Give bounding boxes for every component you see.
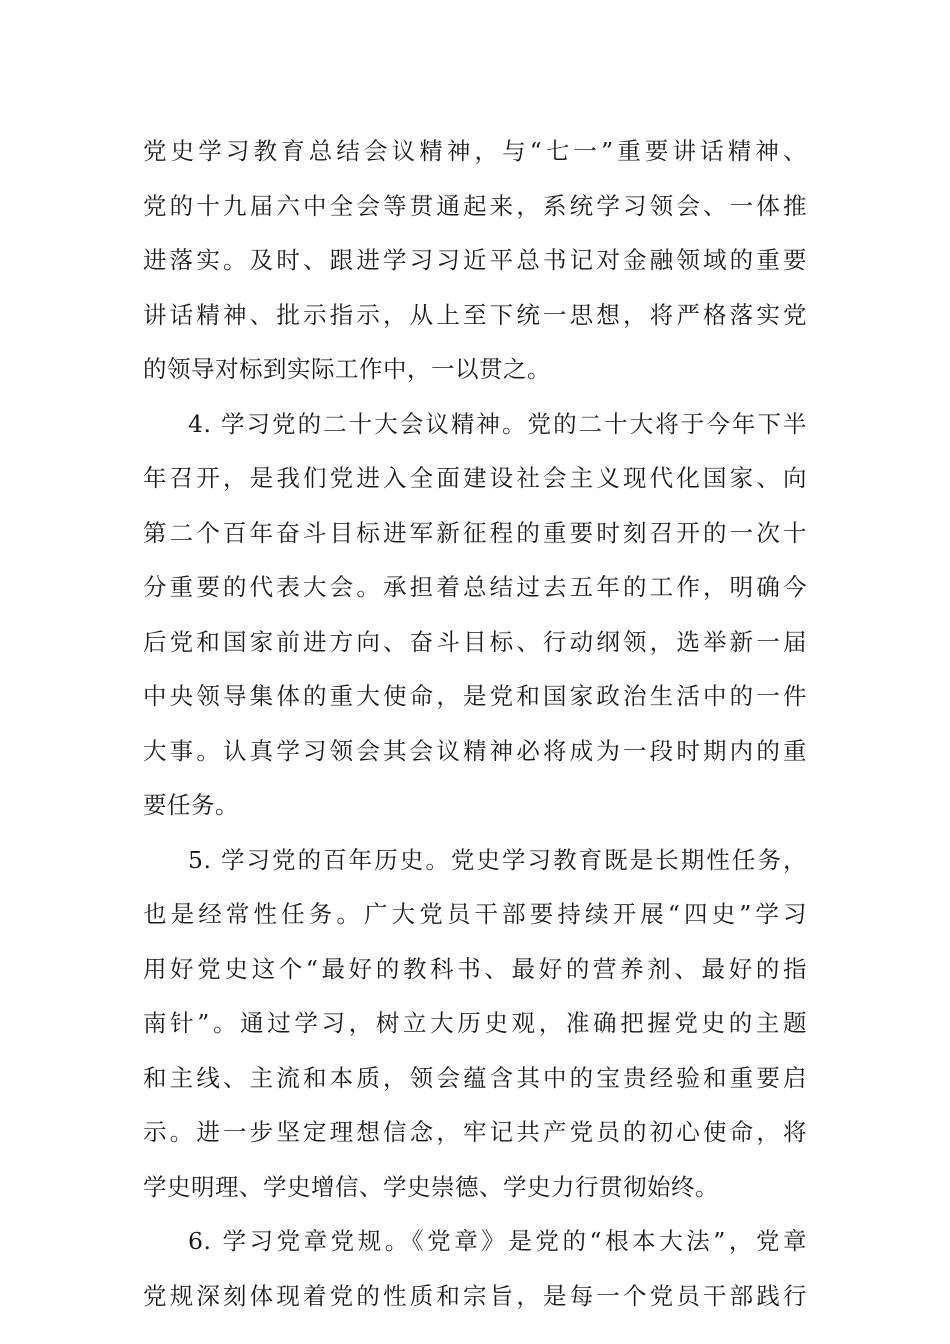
text-line: 5. 学习党的百年历史。党史学习教育既是长期性任务， bbox=[188, 845, 807, 874]
text-line: 分重要的代表大会。承担着总结过去五年的工作，明确今 bbox=[143, 573, 807, 601]
paragraph-continuation bbox=[143, 124, 807, 397]
text-line: 学史明理、学史增信、学史崇德、学史力行贯彻始终。 bbox=[143, 1172, 719, 1201]
text-line: 第二个百年奋斗目标进军新征程的重要时刻召开的一次十 bbox=[143, 518, 807, 547]
text-line: 党史学习教育总结会议精神，与“七一”重要讲话精神、 bbox=[143, 137, 807, 165]
text-line: 大事。认真学习领会其会议精神必将成为一段时期内的重 bbox=[143, 736, 807, 765]
text-line: 和主线、主流和本质，领会蕴含其中的宝贵经验和重要启 bbox=[143, 1063, 807, 1092]
text-line: 要任务。 bbox=[143, 791, 239, 819]
text-line: 讲话精神、批示指示，从上至下统一思想，将严格落实党 bbox=[143, 300, 807, 329]
text-line: 也是经常性任务。广大党员干部要持续开展“四史”学习 bbox=[143, 900, 807, 928]
text-line: 党的十九届六中全会等贯通起来，系统学习领会、一体推 bbox=[143, 191, 807, 220]
paragraph-item-5 bbox=[143, 833, 807, 1215]
text-line: 的领导对标到实际工作中，一以贯之。 bbox=[143, 355, 551, 383]
text-line: 后党和国家前进方向、奋斗目标、行动纲领，选举新一届 bbox=[143, 627, 807, 656]
text-line: 示。进一步坚定理想信念，牢记共产党员的初心使命，将 bbox=[143, 1118, 807, 1146]
text-line: 党规深刻体现着党的性质和宗旨，是每一个党员干部践行 bbox=[143, 1281, 807, 1310]
text-line: 4. 学习党的二十大会议精神。党的二十大将于今年下半 bbox=[188, 409, 807, 438]
body-text bbox=[143, 124, 807, 1323]
paragraph-item-4 bbox=[143, 397, 807, 833]
text-line: 进落实。及时、跟进学习习近平总书记对金融领域的重要 bbox=[143, 246, 807, 274]
text-line: 用好党史这个“最好的教科书、最好的营养剂、最好的指 bbox=[143, 954, 807, 983]
text-line: 南针”。通过学习，树立大历史观，准确把握党史的主题 bbox=[143, 1009, 807, 1037]
text-line: 中央领导集体的重大使命，是党和国家政治生活中的一件 bbox=[143, 682, 807, 710]
text-line: 6. 学习党章党规。《党章》是党的“根本大法”，党章 bbox=[188, 1227, 807, 1255]
text-line: 年召开，是我们党进入全面建设社会主义现代化国家、向 bbox=[143, 464, 807, 492]
paragraph-item-6 bbox=[143, 1214, 807, 1323]
